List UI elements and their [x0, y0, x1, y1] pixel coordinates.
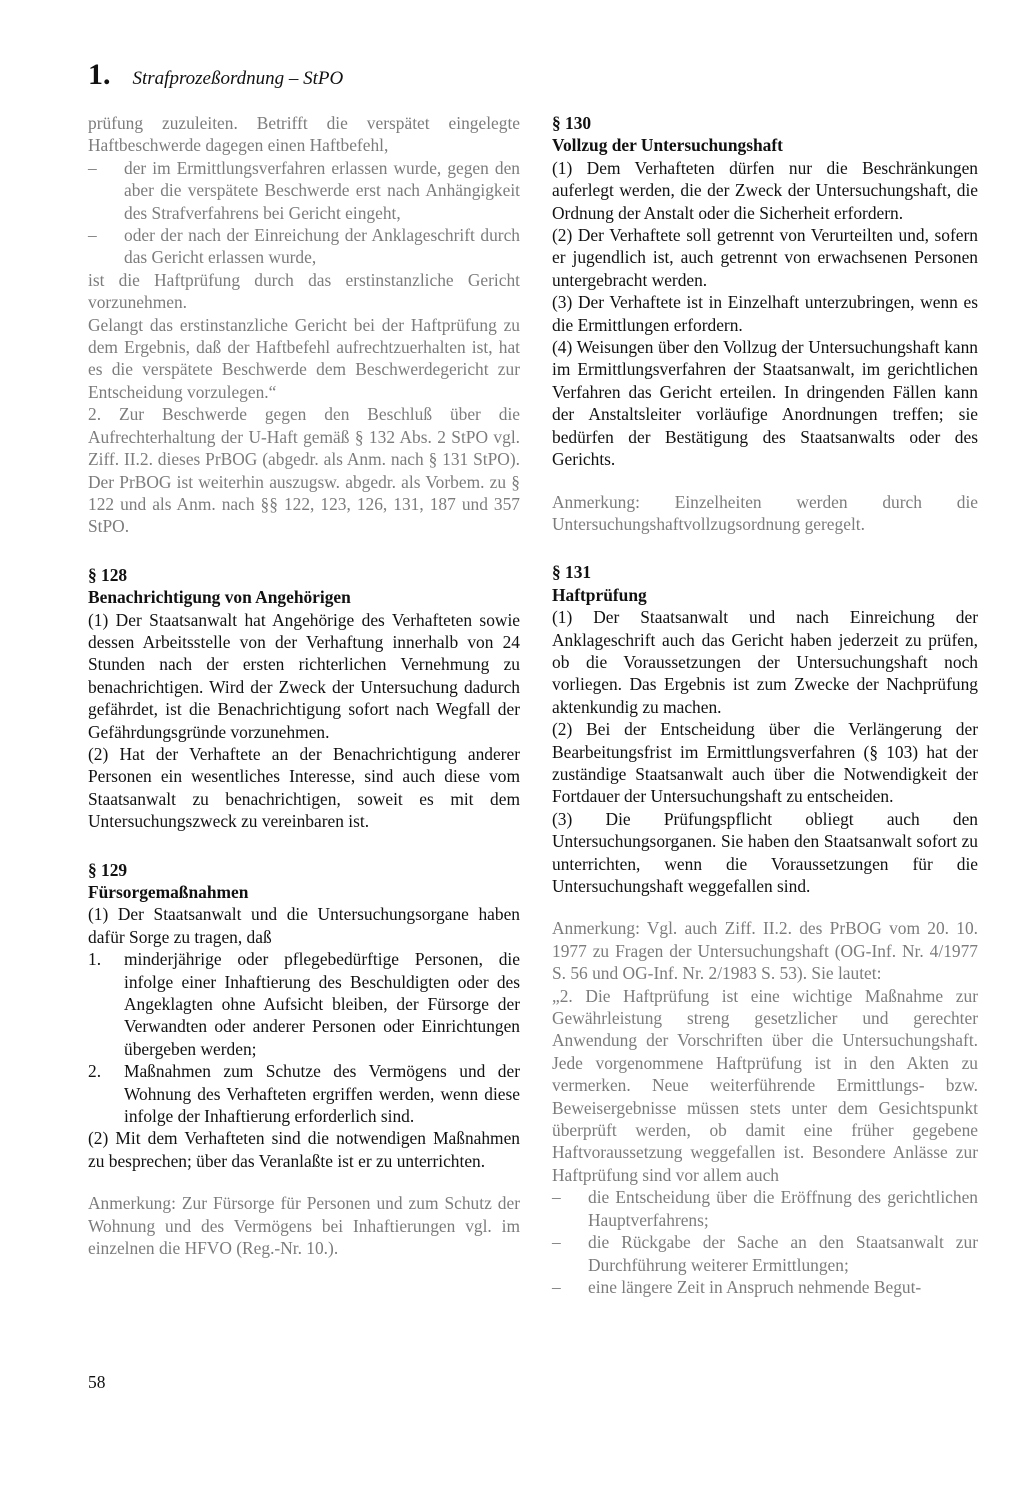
item-number: 2.	[88, 1061, 102, 1082]
list-item-text: minderjährige oder pflegebedürftige Personen, die infolge einer Inhaftierung des Beschuldigten oder des Angeklagten ohne Aufsicht bleiben, der Fürsorge der Verwandten oder anderer Personen oder Einrichtungen übergeben werden;	[124, 949, 520, 1059]
section-number: § 131	[552, 562, 592, 583]
body-text: Gelangt das erstinstanzliche Gericht bei der Haftprüfung zu dem Ergebnis, daß der Haftbefehl aufrechtzuerhalten ist, hat es die verspätete Beschwerde dem Beschwerdegericht zur Entscheidung vorzulegen.“	[88, 314, 520, 402]
chapter-number: 1.	[88, 58, 111, 91]
annotation-note: Anmerkung: Einzelheiten werden durch die Untersuchungshaftvollzugsordnung geregelt.	[552, 491, 978, 534]
paragraph: (1) Der Staatsanwalt hat Angehörige des Verhafteten sowie dessen Arbeitsstelle von der Verhaftung innerhalb von 24 Stunden nach der ersten richterlichen Vernehmung zu benachrichtigen. Wird der Zweck der Untersuchung dadurch gefährdet, ist die Benachrichtigung sofort nach Wegfall der Gefährdungsgründe vorzunehmen.	[88, 609, 520, 742]
list-item-text: oder der nach der Einreichung der Anklageschrift durch das Gericht erlassen wurde,	[124, 225, 520, 268]
intro-text: prüfung zuzuleiten. Betrifft die verspätet eingelegte Haftbeschwerde dagegen einen Haftbefehl,	[88, 113, 520, 156]
page-header	[88, 58, 343, 92]
paragraph: (2) Hat der Verhaftete an der Benachrichtigung anderer Personen ein wesentliches Interesse, sind auch diese vom Staatsanwalt zu benachrichtigen, soweit es mit dem Untersuchungszweck zu vereinbaren ist.	[88, 743, 520, 832]
dash-marker: –	[88, 225, 97, 246]
annotation-note: Anmerkung: Zur Fürsorge für Personen und zum Schutz der Wohnung und des Vermögens bei Inhaftierungen vgl. im einzelnen die HFVO (Reg.-Nr. 10.).	[88, 1193, 520, 1259]
paragraph: (1) Der Staatsanwalt und nach Einreichung der Anklageschrift auch das Gericht haben jederzeit zu prüfen, ob die Voraussetzungen der Untersuchungshaft noch vorliegen. Das Ergebnis ist zum Zwecke der Nachprüfung aktenkundig zu machen.	[552, 607, 978, 717]
list-item	[88, 157, 520, 224]
section-number: § 129	[88, 859, 128, 880]
dash-marker: –	[552, 1232, 561, 1253]
section-title: Fürsorgemaßnahmen	[88, 882, 249, 902]
paragraph: (1) Der Staatsanwalt und die Untersuchungsorgane haben dafür Sorge zu tragen, daß	[88, 904, 520, 947]
left-column	[88, 112, 520, 1260]
dash-marker: –	[552, 1276, 561, 1297]
body-text: 2. Zur Beschwerde gegen den Beschluß über die Aufrechterhaltung der U-Haft gemäß § 132 Abs. 2 StPO vgl. Ziff. II.2. dieses PrBOG (abgedr. als Anm. nach § 131 StPO). Der PrBOG ist weiterhin auszugsw. abgedr. als Vorbem. zu § 122 und als Anm. nach §§ 122, 123, 126, 131, 187 und 357 StPO.	[88, 404, 520, 537]
list-item-text: die Entscheidung über die Eröffnung des gerichtlichen Hauptverfahrens;	[588, 1187, 978, 1230]
list-item	[88, 948, 520, 1060]
dash-marker: –	[552, 1187, 561, 1208]
item-number: 1.	[88, 949, 102, 970]
paragraph: (3) Die Prüfungspflicht obliegt auch den Untersuchungsorganen. Sie haben den Staatsanwalt sofort zu unterrichten, wenn die Voraussetzungen für die Untersuchungshaft weggefallen sind.	[552, 808, 978, 896]
list-item-text: Maßnahmen zum Schutze des Vermögens und der Wohnung des Verhafteten ergriffen werden, wenn diese infolge der Inhaftierung erforderlich sind.	[124, 1061, 520, 1127]
list-item-text: der im Ermittlungsverfahren erlassen wurde, gegen den aber die verspätete Beschwerde erst nach Anhängigkeit des Strafverfahrens bei Gericht eingeht,	[124, 157, 520, 223]
list-item	[88, 1060, 520, 1127]
section-title: Benachrichtigung von Angehörigen	[88, 587, 351, 608]
list-item	[552, 1186, 978, 1231]
list-item	[552, 1276, 978, 1298]
section-number: § 128	[88, 564, 128, 585]
paragraph: (4) Weisungen über den Vollzug der Untersuchungshaft kann im Ermittlungsverfahren der Staatsanwalt, im gerichtlichen Verfahren das Gericht erteilen. In dringenden Fällen kann der Anstaltsleiter vorläufige Anordnungen treffen; sie bedürfen der Bestätigung des Staatsanwalts oder des Gerichts.	[552, 337, 978, 470]
body-text: ist die Haftprüfung durch das erstinstanzliche Gericht vorzunehmen.	[88, 269, 520, 313]
annotation-note: „2. Die Haftprüfung ist eine wichtige Maßnahme zur Gewährleistung streng gesetzlicher und gerechter Anwendung der Vorschriften über die Untersuchungshaft. Jede vorgenommene Haftprüfung ist in den Akten zu vermerken. Neue weiterführende Ermittlungs- bzw. Beweisergebnisse müssen stets unter dem Gesichtspunkt überprüft werden, ob damit eine früher gegebene Haftvoraussetzung weggefallen ist. Besondere Anlässe zur Haftprüfung sind vor allem auch	[552, 985, 978, 1185]
paragraph: (2) Der Verhaftete soll getrennt von Verurteilten und, sofern er jugendlich ist, auch getrennt von erwachsenen Personen untergebracht werden.	[552, 225, 978, 290]
page-number: 58	[88, 1372, 106, 1392]
list-item	[88, 224, 520, 269]
list-item-text: eine längere Zeit in Anspruch nehmende Begut-	[588, 1276, 922, 1297]
paragraph: (1) Dem Verhafteten dürfen nur die Beschränkungen auferlegt werden, die der Zweck der Untersuchungshaft, die Ordnung der Anstalt oder die Sicherheit erfordern.	[552, 157, 978, 223]
dash-marker: –	[88, 157, 97, 178]
section-title: Haftprüfung	[552, 584, 647, 605]
chapter-title: Strafprozeßordnung – StPO	[132, 68, 344, 89]
paragraph: (2) Mit dem Verhafteten sind die notwendigen Maßnahmen zu besprechen; über das Veranlaßte ist er zu unterrichten.	[88, 1128, 520, 1171]
paragraph: (3) Der Verhaftete ist in Einzelhaft unterzubringen, wenn es die Ermittlungen erfordern.	[552, 292, 978, 335]
paragraph: (2) Bei der Entscheidung über die Verlängerung der Bearbeitungsfrist im Ermittlungsverfahren (§ 103) hat der zuständige Staatsanwalt auch über die Notwendigkeit der Fortdauer der Untersuchungshaft zu entscheiden.	[552, 719, 978, 807]
list-item	[552, 1231, 978, 1276]
section-title: Vollzug der Untersuchungshaft	[552, 135, 783, 156]
annotation-note: Anmerkung: Vgl. auch Ziff. II.2. des PrBOG vom 20. 10. 1977 zu Fragen der Untersuchungshaft (OG-Inf. Nr. 4/1977 S. 56 und OG-Inf. Nr. 2/1983 S. 53). Sie lautet:	[552, 918, 978, 984]
right-column	[552, 112, 978, 1298]
list-item-text: die Rückgabe der Sache an den Staatsanwalt zur Durchführung weiterer Ermittlungen;	[588, 1232, 978, 1275]
section-number: § 130	[552, 113, 592, 133]
